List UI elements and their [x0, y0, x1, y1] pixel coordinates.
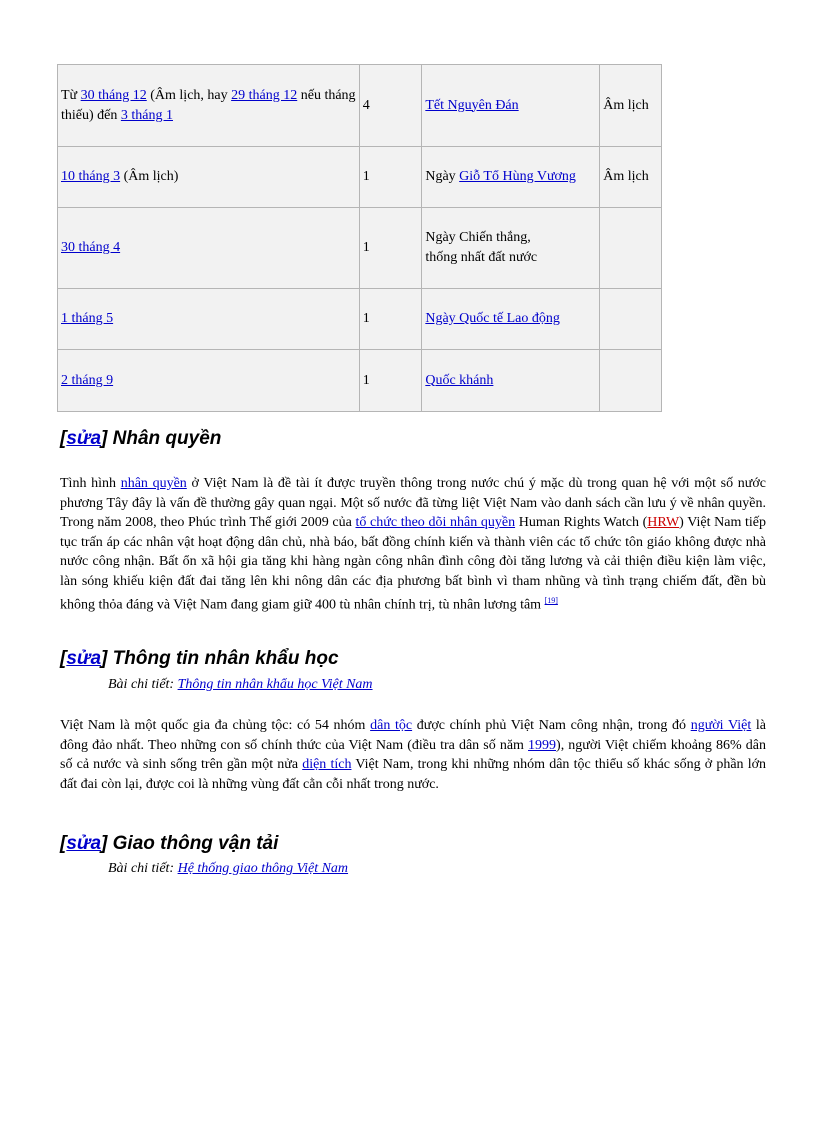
hrw-org-link[interactable]: tổ chức theo dõi nhân quyền [355, 515, 516, 530]
body-text: Tình hình [60, 476, 121, 491]
date-cell [58, 208, 360, 289]
demographics-paragraph [60, 716, 766, 794]
edit-link[interactable]: sửa [66, 428, 102, 449]
date-link[interactable]: 29 tháng 12 [231, 87, 298, 103]
holiday-link[interactable]: Tết Nguyên Đán [425, 97, 519, 113]
date-link[interactable]: 3 tháng 1 [120, 107, 173, 123]
body-text: được chính phủ Việt Nam công nhận, trong đó [412, 718, 691, 733]
body-text: Human Rights Watch ( [515, 515, 648, 530]
viet-people-link[interactable]: người Việt [690, 718, 752, 733]
main-article-label: Bài chi tiết: [108, 861, 178, 876]
section-demographics [60, 648, 770, 670]
date-link[interactable]: 10 tháng 3 [61, 169, 121, 184]
transport-main-article [60, 861, 770, 877]
date-link[interactable]: 30 tháng 12 [80, 87, 147, 103]
holiday-link[interactable]: Giỗ Tổ Hùng Vương [459, 169, 576, 184]
date-text: (Âm lịch) [120, 169, 179, 184]
calendar-cell: Âm lịch [600, 147, 662, 208]
table-row [58, 350, 662, 412]
holiday-text: thống nhất đất nước [425, 250, 538, 265]
body-text: Việt Nam, trong khi những nhóm dân tộc thiểu số khác sống ở phần lớn đất đai còn lại, được coi là những vùng đất cằn cỗi nhất trong nước. [60, 757, 766, 792]
table-row [58, 208, 662, 289]
hrw-link[interactable]: HRW [647, 515, 680, 530]
body-text: ), người Việt chiếm khoảng 86% dân số cả nước và sinh sống trên gần một nửa [60, 737, 766, 772]
holiday-link[interactable]: Ngày Quốc tế Lao động [425, 311, 560, 326]
days-cell: 4 [359, 65, 422, 147]
date-link[interactable]: 30 tháng 4 [61, 240, 121, 255]
main-article-label: Bài chi tiết: [108, 677, 178, 692]
days-cell: 1 [359, 147, 422, 208]
section-heading: [sửa] Giao thông vận tải [60, 833, 279, 854]
calendar-cell [600, 208, 662, 289]
demographics-main-article [60, 677, 770, 693]
holiday-cell [422, 65, 600, 147]
days-cell: 1 [359, 289, 422, 350]
date-cell [58, 65, 360, 147]
date-text: Từ [61, 87, 81, 103]
table-row [58, 65, 662, 147]
section-human-rights [60, 428, 770, 450]
body-text: Việt Nam là một quốc gia đa chủng tộc: có 54 nhóm [60, 718, 371, 733]
holiday-text: Ngày [425, 169, 460, 184]
section-transport [60, 833, 770, 855]
holiday-table [57, 64, 662, 412]
holiday-cell [422, 208, 600, 289]
date-text: (Âm lịch, hay [146, 87, 232, 103]
human-rights-link[interactable]: nhân quyền [120, 476, 187, 491]
body-text: là đông đảo nhất. Theo những con số chính thức của Việt Nam (điều tra dân số năm [60, 718, 767, 753]
date-cell [58, 147, 360, 208]
holiday-cell [422, 147, 600, 208]
calendar-cell: Âm lịch [600, 65, 662, 147]
section-title: Giao thông vận tải [112, 833, 279, 854]
date-cell [58, 350, 360, 412]
main-article-link[interactable]: Thông tin nhân khẩu học Việt Nam [177, 677, 373, 692]
table-row [58, 289, 662, 350]
holiday-link[interactable]: Quốc khánh [425, 372, 494, 388]
section-heading: [sửa] Nhân quyền [60, 428, 222, 449]
main-article-link[interactable]: Hệ thống giao thông Việt Nam [177, 861, 349, 876]
calendar-cell [600, 289, 662, 350]
calendar-cell [600, 350, 662, 412]
date-link[interactable]: 1 tháng 5 [61, 311, 114, 326]
edit-link[interactable]: sửa [66, 833, 102, 854]
human-rights-paragraph [60, 474, 766, 615]
body-text: ở Việt Nam là đề tài ít được truyền thông trong nước chú ý mặc dù trong quan hệ với một số nước phương Tây đây là vấn đề thường gây quan ngại. Một số nước đã từng liệt Việt Nam vào danh sách cần lưu ý về nhân quyền. Trong năm 2008, theo Phúc trình Thế giới 2009 của [60, 476, 766, 530]
holiday-cell [422, 289, 600, 350]
area-link[interactable]: diện tích [302, 757, 352, 772]
holiday-cell [422, 350, 600, 412]
section-heading: [sửa] Thông tin nhân khẩu học [60, 648, 339, 669]
date-text: nếu tháng thiếu) đến [61, 87, 356, 123]
body-text: ) Việt Nam tiếp tục trấn áp các nhân vật hoạt động dân chủ, nhà báo, bất đồng chính kiến và thành viên các tổ chức tôn giáo không được nhà nước công nhận. Bất ổn xã hội gia tăng khi hàng ngàn công nhân đình công đòi tăng lương và cải thiện điều kiện làm việc, làn sóng khiếu kiện đất đai tăng lên khi nông dân các địa phương bất bình vì tham nhũng và tình trạng chiếm đất, đền bù không thỏa đáng và Việt Nam đang giam giữ 400 tù nhân chính trị, tù nhân lương tâm [60, 515, 766, 613]
year-link[interactable]: 1999 [528, 737, 557, 753]
table-row [58, 147, 662, 208]
days-cell: 1 [359, 350, 422, 412]
section-title: Thông tin nhân khẩu học [112, 648, 339, 669]
date-cell [58, 289, 360, 350]
days-cell: 1 [359, 208, 422, 289]
reference-link[interactable]: [19] [544, 596, 558, 605]
holiday-text: Ngày Chiến thắng, [425, 230, 531, 245]
edit-link[interactable]: sửa [66, 648, 102, 669]
date-link[interactable]: 2 tháng 9 [61, 372, 114, 388]
section-title: Nhân quyền [112, 428, 222, 449]
ethnic-link[interactable]: dân tộc [370, 718, 413, 733]
